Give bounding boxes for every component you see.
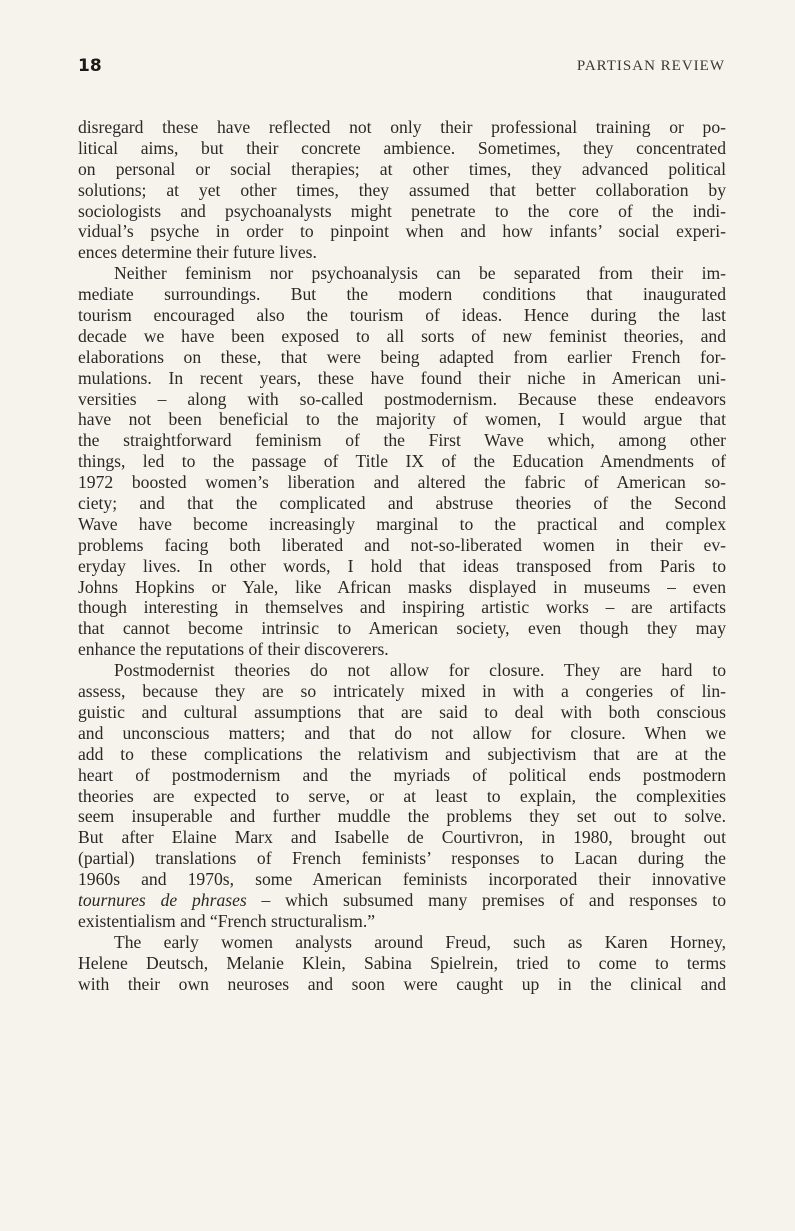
text-line: 1960s and 1970s, some American feminists incorporated their innovative	[78, 869, 726, 890]
running-header	[78, 56, 725, 84]
text-line: guistic and cultural assumptions that are said to deal with both conscious	[78, 701, 726, 722]
article-body	[78, 117, 726, 994]
text-line: add to these complications the relativism and subjectivism that are at the	[78, 743, 726, 764]
text-line	[78, 890, 726, 911]
paragraph	[78, 263, 726, 660]
text-line: on personal or social therapies; at other times, they advanced political	[78, 158, 726, 179]
page-number: 18	[78, 56, 102, 76]
text-line: (partial) translations of French feminists’ responses to Lacan during the	[78, 848, 726, 869]
text-line: vidual’s psyche in order to pinpoint when and how infants’ social experi-	[78, 221, 726, 242]
text-line: decade we have been exposed to all sorts of new feminist theories, and	[78, 325, 726, 346]
journal-title: PARTISAN REVIEW	[576, 58, 725, 74]
paragraph	[78, 117, 726, 263]
text-line: versities – along with so-called postmodernism. Because these endeavors	[78, 388, 726, 409]
text-line: solutions; at yet other times, they assumed that better collaboration by	[78, 179, 726, 200]
text-line: though interesting in themselves and inspiring artistic works – are artifacts	[78, 597, 726, 618]
text-line: ciety; and that the complicated and abstruse theories of the Second	[78, 493, 726, 514]
text-line: problems facing both liberated and not-so-liberated women in their ev-	[78, 534, 726, 555]
text-line: mediate surroundings. But the modern conditions that inaugurated	[78, 284, 726, 305]
text-line: heart of postmodernism and the myriads of political ends postmodern	[78, 764, 726, 785]
italic-phrase: tournures de phrases	[78, 889, 247, 910]
text-line: eryday lives. In other words, I hold that ideas transposed from Paris to	[78, 555, 726, 576]
paragraph	[78, 660, 726, 932]
text-line: and unconscious matters; and that do not allow for closure. When we	[78, 722, 726, 743]
text-line: sociologists and psychoanalysts might penetrate to the core of the indi-	[78, 200, 726, 221]
text-line: disregard these have reflected not only their professional training or po-	[78, 117, 726, 137]
text-line: existentialism and “French structuralism.”	[78, 910, 376, 931]
text-line: ences determine their future lives.	[78, 242, 317, 263]
text-line: 1972 boosted women’s liberation and altered the fabric of American so-	[78, 472, 726, 493]
text-line: assess, because they are so intricately mixed in with a congeries of lin-	[78, 681, 726, 702]
text-line: with their own neuroses and soon were caught up in the clinical and	[78, 973, 726, 994]
text-line: that cannot become intrinsic to American society, even though they may	[78, 618, 726, 639]
text-line: Neither feminism nor psychoanalysis can be separated from their im-	[114, 263, 726, 284]
text-line: Johns Hopkins or Yale, like African masks displayed in museums – even	[78, 576, 726, 597]
text-line: theories are expected to serve, or at least to explain, the complexities	[78, 785, 726, 806]
text-line: litical aims, but their concrete ambience. Sometimes, they concentrated	[78, 137, 726, 158]
text-line: But after Elaine Marx and Isabelle de Courtivron, in 1980, brought out	[78, 827, 726, 848]
text-line: Wave have become increasingly marginal to the practical and complex	[78, 513, 726, 534]
text-line: elaborations on these, that were being adapted from earlier French for-	[78, 346, 726, 367]
text-line: seem insuperable and further muddle the problems they set out to solve.	[78, 806, 726, 827]
text-line: The early women analysts around Freud, such as Karen Horney,	[114, 931, 726, 952]
text-line: tourism encouraged also the tourism of ideas. Hence during the last	[78, 305, 726, 326]
text-line: have not been beneficial to the majority of women, I would argue that	[78, 409, 726, 430]
text-line: enhance the reputations of their discoverers.	[78, 639, 389, 660]
text-fragment: – which subsumed many premises of and responses to	[246, 889, 726, 910]
text-line: things, led to the passage of Title IX of the Education Amendments of	[78, 451, 726, 472]
text-line: Helene Deutsch, Melanie Klein, Sabina Spielrein, tried to come to terms	[78, 952, 726, 973]
text-line: mulations. In recent years, these have found their niche in American uni-	[78, 367, 726, 388]
text-line: Postmodernist theories do not allow for closure. They are hard to	[114, 660, 726, 681]
text-line: the straightforward feminism of the First Wave which, among other	[78, 430, 726, 451]
paragraph	[78, 932, 726, 995]
